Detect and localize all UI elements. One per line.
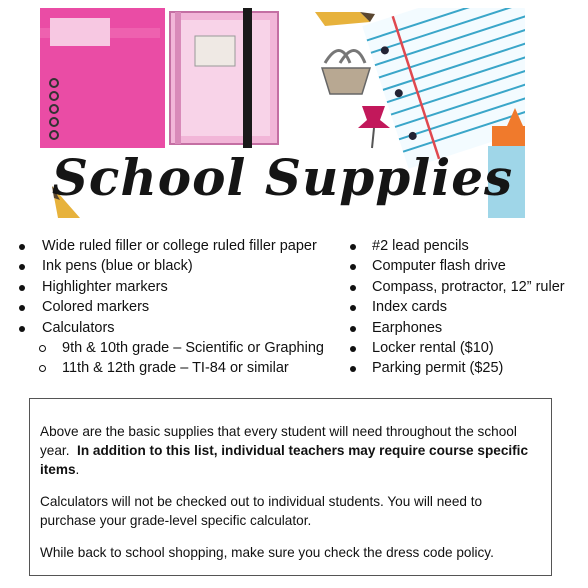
notice-box [29,398,552,576]
pushpin-icon [358,106,390,148]
bullet-icon [350,305,356,311]
notice-paragraph-2: Calculators will not be checked out to individual students. You will need to purchase your grade-level specific calculator. [40,494,483,528]
bullet-icon [350,346,356,352]
header-illustration [40,8,525,218]
page-title: School Supplies [51,148,514,207]
bullet-icon [19,285,25,291]
list-item: Locker rental ($10) [347,338,583,358]
list-item: Wide ruled filler or college ruled filler paper [14,236,344,256]
notice-paragraph-1: Above are the basic supplies that every student will need throughout the school year. In addition to this list, individual teachers may require course specific items. [40,424,529,477]
list-item: Compass, protractor, 12” ruler [347,277,583,297]
bullet-icon [350,366,356,372]
supplies-list-right [347,236,583,379]
list-item: Computer flash drive [347,256,583,276]
supplies-list-left [14,236,344,379]
list-item: Ink pens (blue or black) [14,256,344,276]
bullet-icon [350,244,356,250]
notice-paragraph-3: While back to school shopping, make sure you check the dress code policy. [40,545,494,560]
circle-bullet-icon [39,345,46,352]
binder-clip-icon [322,51,370,95]
circle-bullet-icon [39,365,46,372]
list-item: Index cards [347,297,583,317]
composition-notebook-icon [170,8,278,148]
list-item: Highlighter markers [14,277,344,297]
bullet-icon [350,264,356,270]
sub-list-item: 11th & 12th grade – TI-84 or similar [14,358,344,378]
bullet-icon [19,305,25,311]
bullet-icon [350,326,356,332]
pink-notebook-icon [40,8,165,148]
notice-emphasis: In addition to this list, individual teachers may require course specific items [40,443,529,477]
bullet-icon [350,285,356,291]
list-item: #2 lead pencils [347,236,583,256]
bullet-icon [19,264,25,270]
list-item: Colored markers [14,297,344,317]
list-item: Calculators [14,318,344,338]
list-item: Parking permit ($25) [347,358,583,378]
sub-list-item: 9th & 10th grade – Scientific or Graphing [14,338,344,358]
pencil-icon [315,12,375,26]
list-item: Earphones [347,318,583,338]
bullet-icon [19,326,25,332]
bullet-icon [19,244,25,250]
